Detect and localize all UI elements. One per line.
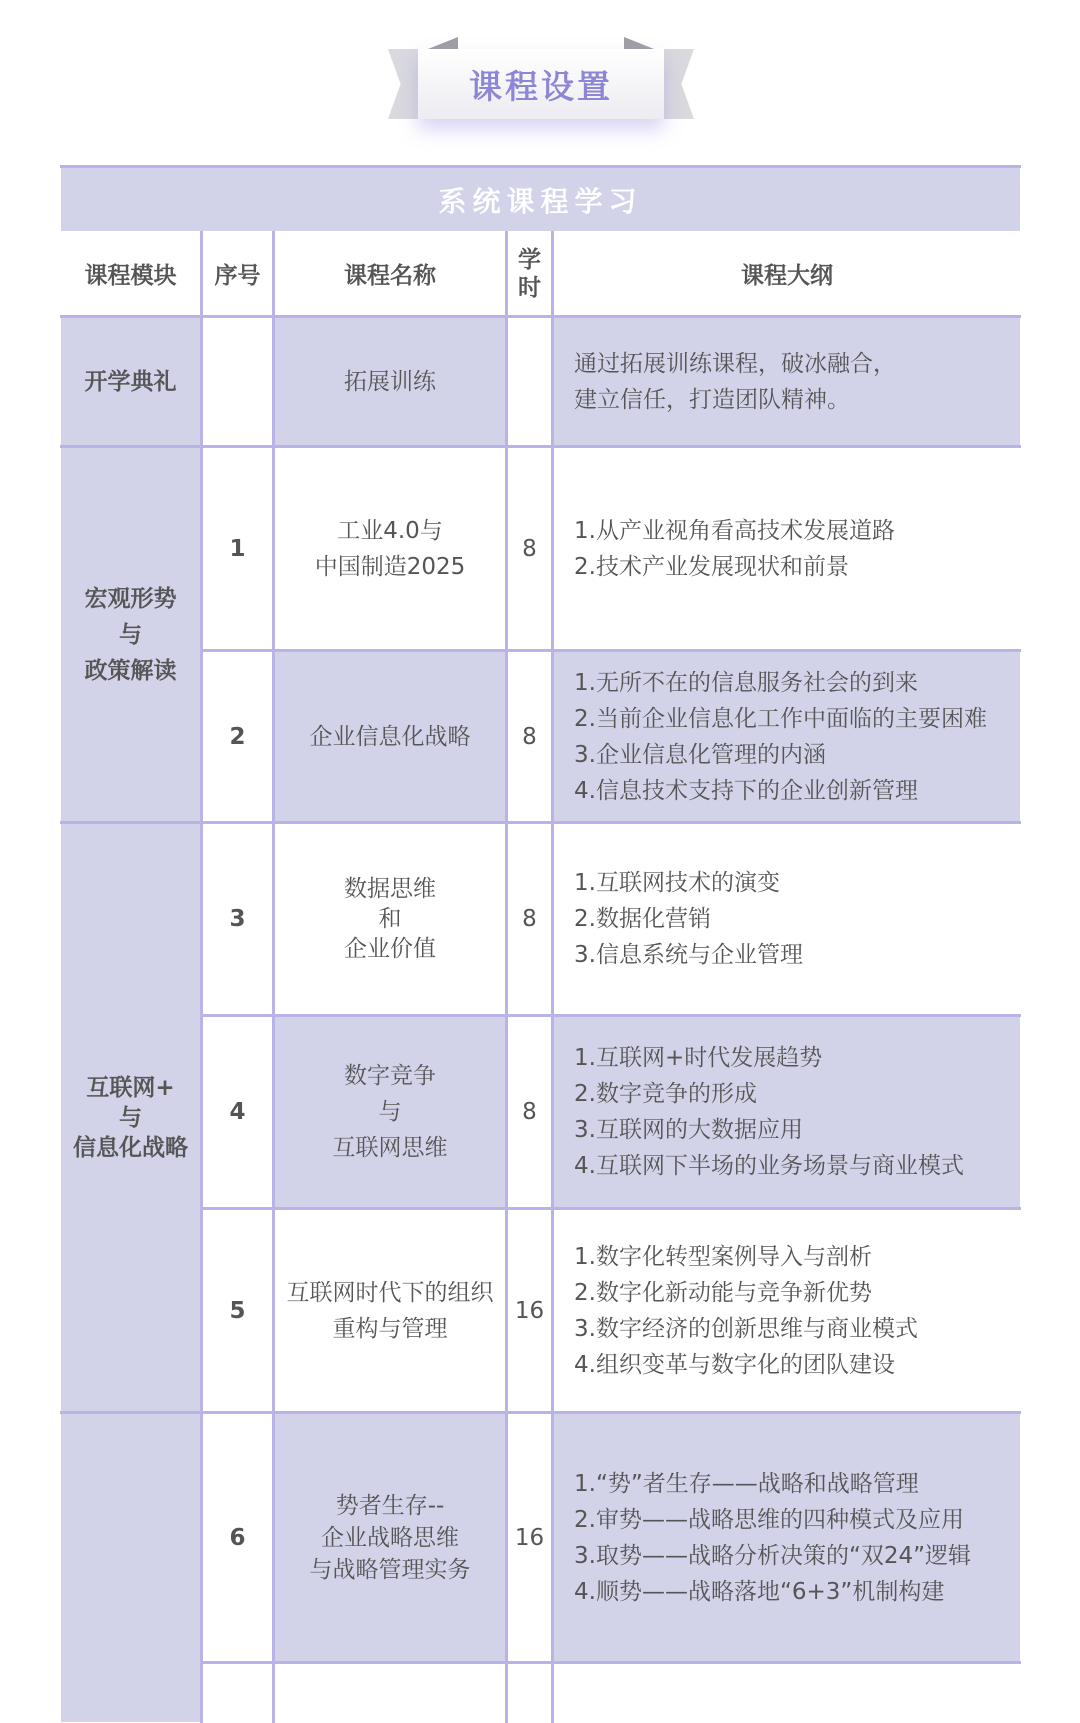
col-header-hours: 学 时 [507, 232, 553, 317]
outline-line: 2.数据化营销 [574, 906, 711, 932]
hours-cell [507, 317, 553, 447]
section-title: 系统课程学习 [61, 167, 1021, 232]
outline-line: 3.企业信息化管理的内涵 [574, 741, 826, 768]
outline-line: 1.数字化转型案例导入与剖析 [574, 1243, 872, 1270]
outline-line: 2.数字化新动能与竞争新优势 [574, 1279, 872, 1306]
hours-cell [507, 1663, 553, 1723]
hours-cell: 8 [507, 447, 553, 651]
num-cell: 6 [202, 1413, 274, 1663]
table-row [61, 317, 1021, 447]
module-cell [61, 1413, 202, 1723]
outline-line: 1.“势”者生存——战略和战略管理 [574, 1470, 919, 1497]
col-header-name: 课程名称 [274, 232, 507, 317]
table-row-partial [61, 1663, 1021, 1723]
outline-line: 1.无所不在的信息服务社会的到来 [574, 669, 918, 696]
outline-line: 3.取势——战略分析决策的“双24”逻辑 [574, 1542, 972, 1569]
outline-cell [553, 823, 1021, 1016]
outline-cell [553, 1663, 1021, 1723]
banner-title: 课程设置 [469, 66, 613, 106]
outline-cell [553, 1016, 1021, 1209]
outline-line: 4.信息技术支持下的企业创新管理 [574, 777, 918, 804]
section-banner [388, 35, 694, 127]
col-header-num: 序号 [202, 232, 274, 317]
outline-line: 3.互联网的大数据应用 [574, 1117, 803, 1143]
outline-line: 2.技术产业发展现状和前景 [574, 553, 849, 580]
course-name-cell: 互联网时代下的组织 重构与管理 [274, 1209, 507, 1413]
hours-cell: 8 [507, 1016, 553, 1209]
ribbon-face [418, 49, 664, 119]
ribbon-right-fold [624, 37, 654, 49]
outline-line: 4.组织变革与数字化的团队建设 [574, 1351, 895, 1378]
ribbon-left-fold [428, 37, 458, 49]
outline-cell [553, 317, 1021, 447]
outline-line: 通过拓展训练课程，破冰融合， [574, 350, 896, 377]
course-name-cell: 企业信息化战略 [274, 651, 507, 823]
table-row [61, 1209, 1021, 1413]
num-cell [202, 317, 274, 447]
col-header-module: 课程模块 [61, 232, 202, 317]
outline-line: 4.互联网下半场的业务场景与商业模式 [574, 1153, 964, 1179]
num-cell: 2 [202, 651, 274, 823]
outline-line: 建立信任，打造团队精神。 [574, 386, 850, 413]
table-row [61, 1016, 1021, 1209]
course-name-cell [274, 1663, 507, 1723]
num-cell: 5 [202, 1209, 274, 1413]
table-row [61, 1413, 1021, 1663]
outline-line: 1.互联网技术的演变 [574, 870, 780, 896]
module-cell: 互联网+ 与 信息化战略 [61, 823, 202, 1413]
table-row [61, 651, 1021, 823]
outline-line: 4.顺势——战略落地“6+3”机制构建 [574, 1578, 945, 1605]
hours-cell: 16 [507, 1413, 553, 1663]
outline-line: 2.审势——战略思维的四种模式及应用 [574, 1506, 964, 1533]
outline-line: 2.当前企业信息化工作中面临的主要困难 [574, 705, 987, 732]
num-cell [202, 1663, 274, 1723]
hours-cell: 16 [507, 1209, 553, 1413]
outline-cell [553, 447, 1021, 651]
hours-cell: 8 [507, 651, 553, 823]
num-cell: 3 [202, 823, 274, 1016]
course-name-cell: 工业4.0与 中国制造2025 [274, 447, 507, 651]
outline-line: 3.数字经济的创新思维与商业模式 [574, 1315, 918, 1342]
table-row [61, 447, 1021, 651]
hours-cell: 8 [507, 823, 553, 1016]
module-cell: 开学典礼 [61, 317, 202, 447]
table-row [61, 823, 1021, 1016]
num-cell: 1 [202, 447, 274, 651]
outline-cell [553, 651, 1021, 823]
outline-line: 2.数字竞争的形成 [574, 1081, 757, 1107]
outline-line: 3.信息系统与企业管理 [574, 942, 803, 968]
column-header-row [61, 232, 1021, 317]
num-cell: 4 [202, 1016, 274, 1209]
outline-line: 1.互联网+时代发展趋势 [574, 1045, 823, 1071]
course-name-cell: 数据思维 和 企业价值 [274, 823, 507, 1016]
course-name-cell: 数字竞争 与 互联网思维 [274, 1016, 507, 1209]
course-name-cell: 拓展训练 [274, 317, 507, 447]
module-cell: 宏观形势 与 政策解读 [61, 447, 202, 823]
outline-cell [553, 1413, 1021, 1663]
outline-line: 1.从产业视角看高技术发展道路 [574, 517, 895, 544]
course-name-cell: 势者生存-- 企业战略思维 与战略管理实务 [274, 1413, 507, 1663]
col-header-outline: 课程大纲 [553, 232, 1021, 317]
outline-cell [553, 1209, 1021, 1413]
course-table [60, 165, 1021, 1723]
